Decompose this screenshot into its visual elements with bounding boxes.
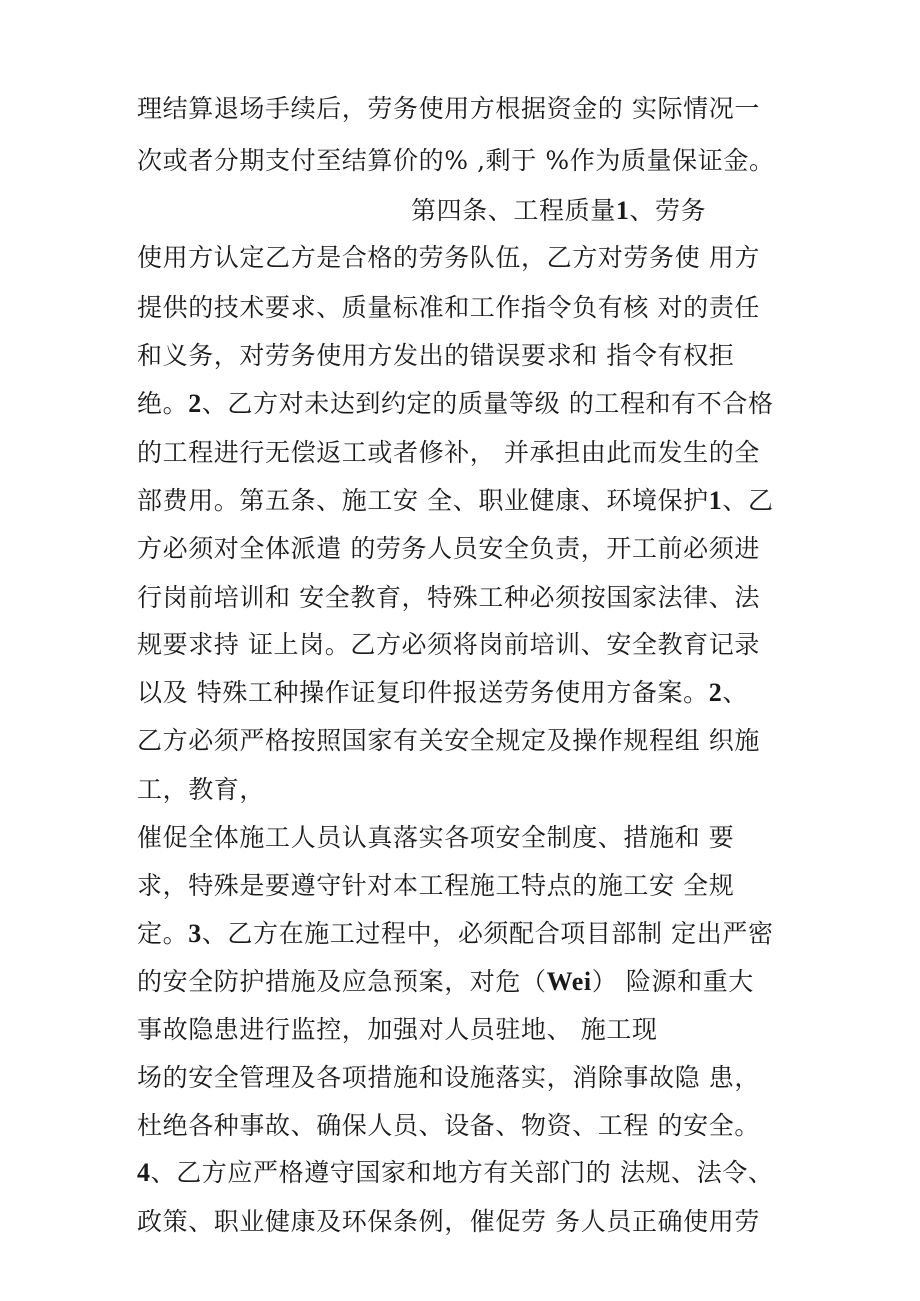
text-line: 部费用。第五条、施工安 全、职业健康、环境保护1、乙 (137, 486, 774, 515)
text-line: 工，教育， (137, 775, 266, 804)
text-line: 方必须对全体派遣 的劳务人员安全负责，开工前必须进 (137, 534, 760, 563)
text-line: 使用方认定乙方是合格的劳务队伍，乙方对劳务使 用方 (137, 243, 760, 272)
text-line: 理结算退场手续后，劳务使用方根据资金的 实际情况一 (137, 94, 760, 123)
text-line: 行岗前培训和 安全教育，特殊工种必须按国家法律、法 (137, 583, 760, 612)
text-line: 政策、职业健康及环保条例，催促劳 务人员正确使用劳 (137, 1207, 760, 1236)
text-line: 规要求持 证上岗。乙方必须将岗前培训、安全教育记录 (137, 630, 760, 659)
text-line: 提供的技术要求、质量标准和工作指令负有核 对的责任 (137, 293, 760, 322)
text-line: 和义务，对劳务使用方发出的错误要求和 指令有权拒 (137, 341, 735, 370)
text-line: 的工程进行无偿返工或者修补， 并承担由此而发生的全 (137, 438, 760, 467)
text-line: 次或者分期支付至结算价的% ,剩于 %作为质量保证金。 (137, 146, 775, 175)
text-line: 的安全防护措施及应急预案，对危（Wei） 险源和重大 (137, 967, 754, 996)
text-line: 乙方必须严格按照国家有关安全规定及操作规程组 织施 (137, 726, 760, 755)
text-line: 杜绝各种事故、确保人员、设备、物资、工程 的安全。 (137, 1111, 760, 1140)
text-line: 4、乙方应严格遵守国家和地方有关部门的 法规、法令、 (137, 1158, 774, 1187)
text-line: 事故隐患进行监控，加强对人员驻地、 施工现 (137, 1015, 658, 1044)
text-line: 求，特殊是要遵守针对本工程施工特点的施工安 全规 (137, 871, 735, 900)
section-heading-line: 第四条、工程质量1、劳务 (411, 196, 707, 225)
text-line: 绝。2、乙方对未达到约定的质量等级 的工程和有不合格 (137, 389, 774, 418)
text-line: 定。3、乙方在施工过程中，必须配合项目部制 定出严密 (137, 919, 774, 948)
text-line: 场的安全管理及各项措施和设施落实，消除事故隐 患， (137, 1063, 760, 1092)
text-line: 催促全体施工人员认真落实各项安全制度、措施和 要 (137, 823, 735, 852)
text-line: 以及 特殊工种操作证复印件报送劳务使用方备案。2、 (137, 678, 748, 707)
